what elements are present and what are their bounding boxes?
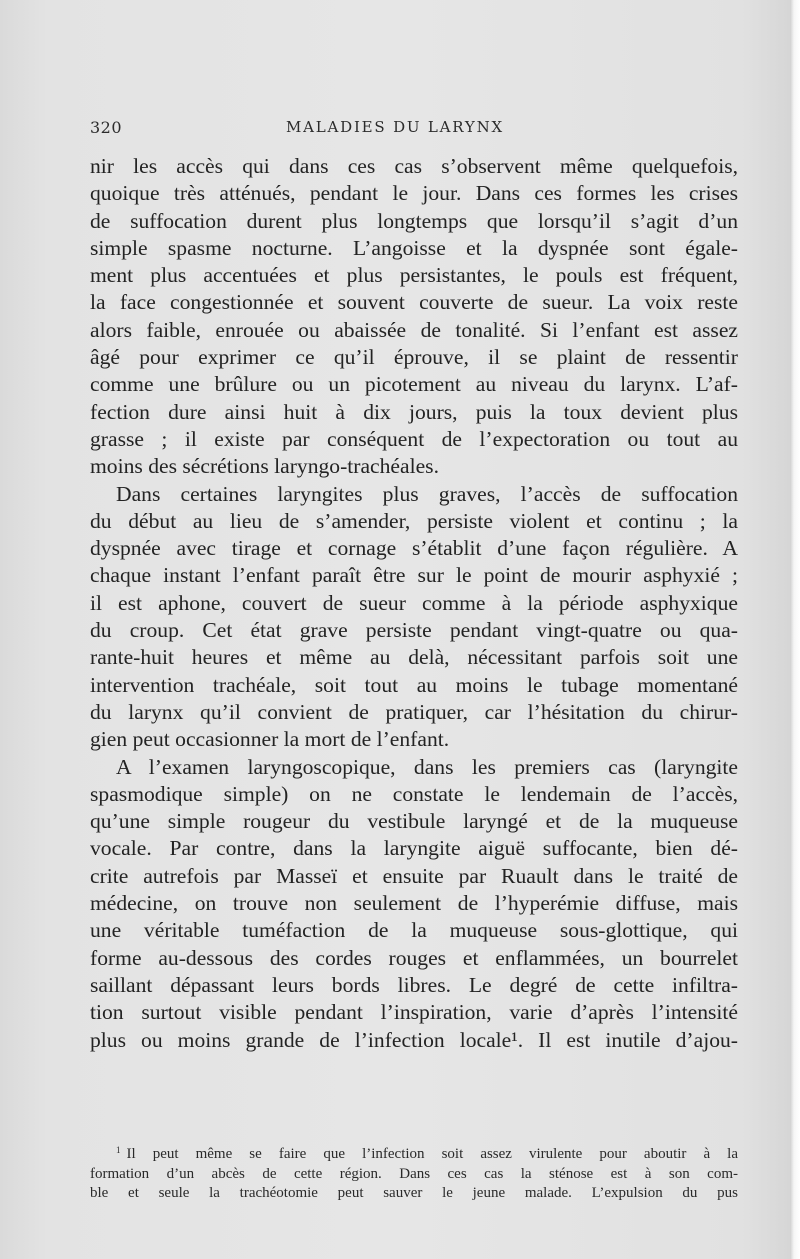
text-line: moins des sécrétions laryngo-trachéales. (90, 454, 439, 479)
text-line: spasmodique simple) on ne constate le lendemain de l’accès, (90, 781, 738, 806)
text-line: gien peut occasionner la mort de l’enfant. (90, 727, 450, 752)
text-line: crite autrefois par Masseï et ensuite par Ruault dans le traité de (90, 863, 738, 888)
footnote-line: formation d’un abcès de cette région. Dans ces cas la sténose est à son com- (90, 1165, 738, 1182)
text-line: âgé pour exprimer ce qu’il éprouve, il se plaint de ressentir (90, 345, 738, 370)
text-line: fection dure ainsi huit à dix jours, puis la toux devient plus (90, 399, 738, 424)
footnote-text: Il peut même se faire que l’infection soit assez virulente pour aboutir à la (126, 1146, 738, 1162)
text-line: plus ou moins grande de l’infection locale¹. Il est inutile d’ajou- (90, 1027, 738, 1052)
text-line: du larynx qu’il convient de pratiquer, car l’hésitation du chirur- (90, 699, 738, 724)
text-line: nir les accès qui dans ces cas s’observent même quelquefois, (90, 154, 738, 178)
text-line: qu’une simple rougeur du vestibule laryngé et de la muqueuse (90, 809, 738, 834)
text-line: la face congestionnée et souvent couverte de sueur. La voix reste (90, 290, 738, 315)
footnote-line (90, 1141, 738, 1165)
text-line: dyspnée avec tirage et cornage s’établit d’une façon régulière. A (90, 536, 738, 561)
footnote-marker: 1 (116, 1145, 121, 1155)
footnote-line: ble et seule la trachéotomie peut sauver le jeune malade. L’expulsion du pus (90, 1185, 738, 1201)
text-line: ment plus accentuées et plus persistantes, le pouls est fréquent, (90, 263, 738, 288)
text-line: quoique très atténués, pendant le jour. Dans ces formes les crises (90, 181, 738, 206)
body-text (90, 153, 738, 1054)
text-line: médecine, on trouve non seulement de l’hyperémie diffuse, mais (90, 891, 738, 916)
text-line: forme au-dessous des cordes rouges et enflammées, un bourrelet (90, 945, 738, 970)
text-line: saillant dépassant leurs bords libres. Le degré de cette infiltra- (90, 972, 738, 997)
page-header (90, 118, 740, 142)
paragraph-start-line: A l’examen laryngoscopique, dans les premiers cas (laryngite (116, 754, 738, 779)
text-line: une véritable tuméfaction de la muqueuse sous-glottique, qui (90, 918, 738, 943)
text-line: chaque instant l’enfant paraît être sur le point de mourir asphyxié ; (90, 563, 738, 588)
text-line: simple spasme nocturne. L’angoisse et la dyspnée sont égale- (90, 235, 738, 260)
running-title: MALADIES DU LARYNX (285, 118, 505, 136)
text-line: intervention trachéale, soit tout au moins le tubage momentané (90, 672, 738, 697)
text-line: du début au lieu de s’amender, persiste violent et continu ; la (90, 508, 738, 533)
text-line: comme une brûlure ou un picotement au niveau du larynx. L’af- (90, 372, 738, 397)
page-number: 320 (90, 118, 123, 137)
text-line: de suffocation durent plus longtemps que lorsqu’il s’agit d’un (90, 208, 738, 233)
text-line: grasse ; il existe par conséquent de l’expectoration ou tout au (90, 426, 738, 451)
text-line: tion surtout visible pendant l’inspiration, varie d’après l’intensité (90, 1000, 738, 1025)
text-line: il est aphone, couvert de sueur comme à la période asphyxique (90, 590, 738, 615)
paragraph-start-line: Dans certaines laryngites plus graves, l’accès de suffocation (116, 481, 738, 506)
page-edge (790, 0, 800, 1259)
text-line: du croup. Cet état grave persiste pendant vingt-quatre ou qua- (90, 618, 738, 643)
footnote (90, 1141, 738, 1204)
text-line: rante-huit heures et même au delà, nécessitant parfois soit une (90, 645, 738, 670)
text-line: vocale. Par contre, dans la laryngite aiguë suffocante, bien dé- (90, 836, 738, 861)
text-line: alors faible, enrouée ou abaissée de tonalité. Si l’enfant est assez (90, 317, 738, 342)
